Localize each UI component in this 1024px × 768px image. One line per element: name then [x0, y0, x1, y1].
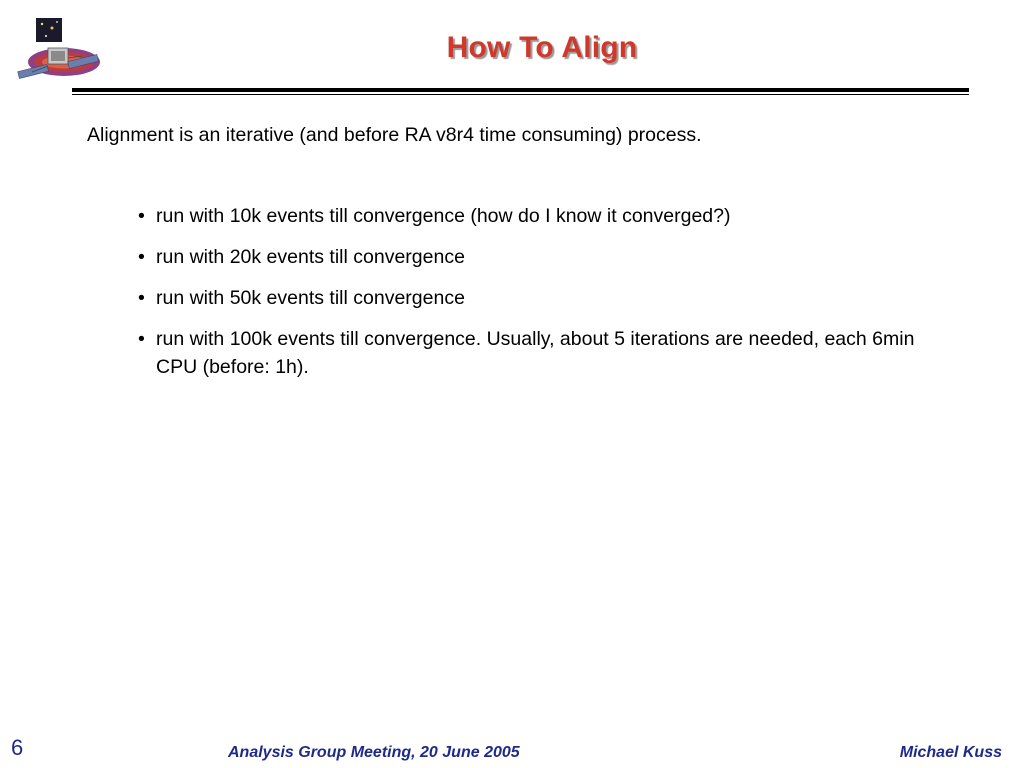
bullet-icon: • [138, 246, 145, 268]
bullet-item [138, 243, 958, 271]
bullet-text: run with 100k events till convergence. Usually, about 5 iterations are needed, each 6min CPU (before: 1h). [156, 328, 915, 378]
bullet-item [138, 202, 958, 230]
title-divider-thin [72, 94, 969, 95]
bullet-icon: • [138, 328, 145, 350]
bullet-list [138, 202, 958, 394]
bullet-item [138, 284, 958, 312]
title-divider [72, 88, 969, 92]
page-number: 6 [11, 735, 24, 760]
slide-title: How To Align [446, 31, 638, 64]
footer-meeting: Analysis Group Meeting, 20 June 2005 [228, 744, 520, 761]
bullet-text: run with 10k events till convergence (how do I know it converged?) [156, 205, 731, 227]
bullet-text: run with 20k events till convergence [156, 246, 465, 268]
bullet-icon: • [138, 287, 145, 309]
bullet-item [138, 325, 958, 381]
bullet-icon: • [138, 205, 145, 227]
intro-text: Alignment is an iterative (and before RA v8r4 time consuming) process. [87, 124, 702, 146]
footer-author: Michael Kuss [899, 744, 1002, 761]
bullet-text: run with 50k events till convergence [156, 287, 465, 309]
